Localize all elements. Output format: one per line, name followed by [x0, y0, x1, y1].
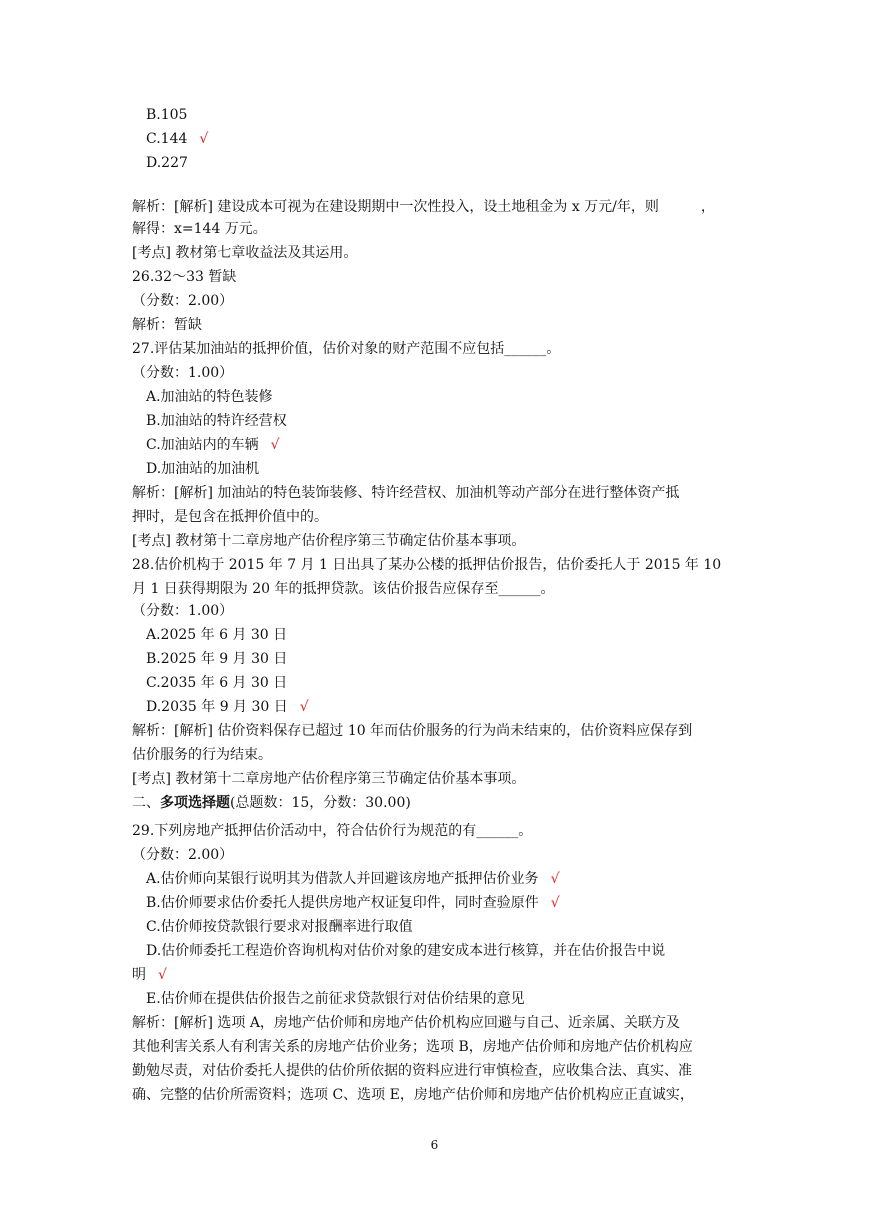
- option-a-q27: A.加油站的特色装修: [146, 389, 273, 405]
- question-26: 26.32～33 暂缺: [132, 269, 237, 285]
- analysis-q26: 解析：暂缺: [132, 317, 202, 333]
- section-heading: 二、多项选择题(总题数：15，分数：30.00): [132, 795, 411, 811]
- option-d-q29: D.估价师委托工程造价咨询机构对估价对象的建安成本进行核算，并在估价报告中说: [146, 943, 666, 959]
- analysis-q27: 解析：[解析] 加油站的特色装饰装修、特许经营权、加油机等动产部分在进行整体资产抵: [132, 485, 680, 501]
- score-q28: （分数：1.00）: [132, 603, 234, 619]
- question-27: 27.评估某加油站的抵押价值，估价对象的财产范围不应包括______。: [132, 341, 561, 357]
- page-number: 6: [430, 1138, 439, 1152]
- analysis-q25: 解析：[解析] 建设成本可视为在建设期期中一次性投入，设土地租金为 x 万元/年，则 ，: [132, 199, 715, 215]
- option-b-q27: B.加油站的特许经营权: [146, 413, 287, 429]
- analysis-q29-line2: 其他利害关系人有利害关系的房地产估价业务；选项 B，房地产估价师和房地产估价机构应: [132, 1039, 693, 1055]
- score-q29: （分数：2.00）: [132, 847, 234, 863]
- check-mark-icon: √: [270, 437, 280, 453]
- check-mark-icon: √: [158, 967, 167, 983]
- score-q26: （分数：2.00）: [132, 293, 234, 309]
- question-29: 29.下列房地产抵押估价活动中，符合估价行为规范的有______。: [132, 823, 533, 839]
- check-mark-icon: √: [199, 131, 209, 147]
- option-d-q25: D.227: [146, 155, 188, 171]
- analysis-q28: 解析：[解析] 估价资料保存已超过 10 年而估价服务的行为尚未结束的，估价资料应保存到: [132, 723, 693, 739]
- option-d-q29-cont: 明 √: [132, 967, 167, 983]
- check-mark-icon: √: [550, 871, 560, 887]
- question-28-cont: 月 1 日获得期限为 20 年的抵押贷款。该估价报告应保存至______。: [132, 581, 555, 597]
- option-b-q29: B.估价师要求估价委托人提供房地产权证复印件，同时查验原件 √: [146, 895, 560, 911]
- check-mark-icon: √: [299, 699, 309, 715]
- analysis-q29-line4: 确、完整的估价所需资料；选项 C、选项 E，房地产估价师和房地产估价机构应正直诚实，: [132, 1087, 694, 1103]
- keypoint-q28: [考点] 教材第十二章房地产估价程序第三节确定估价基本事项。: [132, 771, 526, 787]
- option-a-q29: A.估价师向某银行说明其为借款人并回避该房地产抵押估价业务 √: [146, 871, 560, 887]
- question-28: 28.估价机构于 2015 年 7 月 1 日出具了某办公楼的抵押估价报告，估价委托人于 2015 年 10: [132, 557, 722, 573]
- analysis-q29-line3: 勤勉尽责，对估价委托人提供的估价所依据的资料应进行审慎检查，应收集合法、真实、准: [132, 1063, 692, 1079]
- analysis-q27-cont: 押时，是包含在抵押价值中的。: [132, 509, 328, 525]
- option-e-q29: E.估价师在提供估价报告之前征求贷款银行对估价结果的意见: [146, 991, 525, 1007]
- option-b-q28: B.2025 年 9 月 30 日: [146, 651, 288, 667]
- option-a-q28: A.2025 年 6 月 30 日: [146, 627, 288, 643]
- option-b-q25: B.105: [146, 107, 188, 123]
- keypoint-q27: [考点] 教材第十二章房地产估价程序第三节确定估价基本事项。: [132, 533, 526, 549]
- keypoint-q25: [考点] 教材第七章收益法及其运用。: [132, 245, 358, 261]
- analysis-q25-cont: 解得：x=144 万元。: [132, 221, 267, 237]
- option-d-q27: D.加油站的加油机: [146, 461, 260, 477]
- option-c-q29: C.估价师按贷款银行要求对报酬率进行取值: [146, 919, 413, 935]
- option-c-q27: C.加油站内的车辆 √: [146, 437, 280, 453]
- option-c-q28: C.2035 年 6 月 30 日: [146, 675, 288, 691]
- check-mark-icon: √: [550, 895, 560, 911]
- score-q27: （分数：1.00）: [132, 365, 234, 381]
- option-c-q25: C.144 √: [146, 131, 209, 147]
- option-d-q28: D.2035 年 9 月 30 日 √: [146, 699, 309, 715]
- analysis-q28-cont: 估价服务的行为结束。: [132, 747, 272, 763]
- analysis-q29: 解析：[解析] 选项 A，房地产估价师和房地产估价机构应回避与自己、近亲属、关联方及: [132, 1015, 680, 1031]
